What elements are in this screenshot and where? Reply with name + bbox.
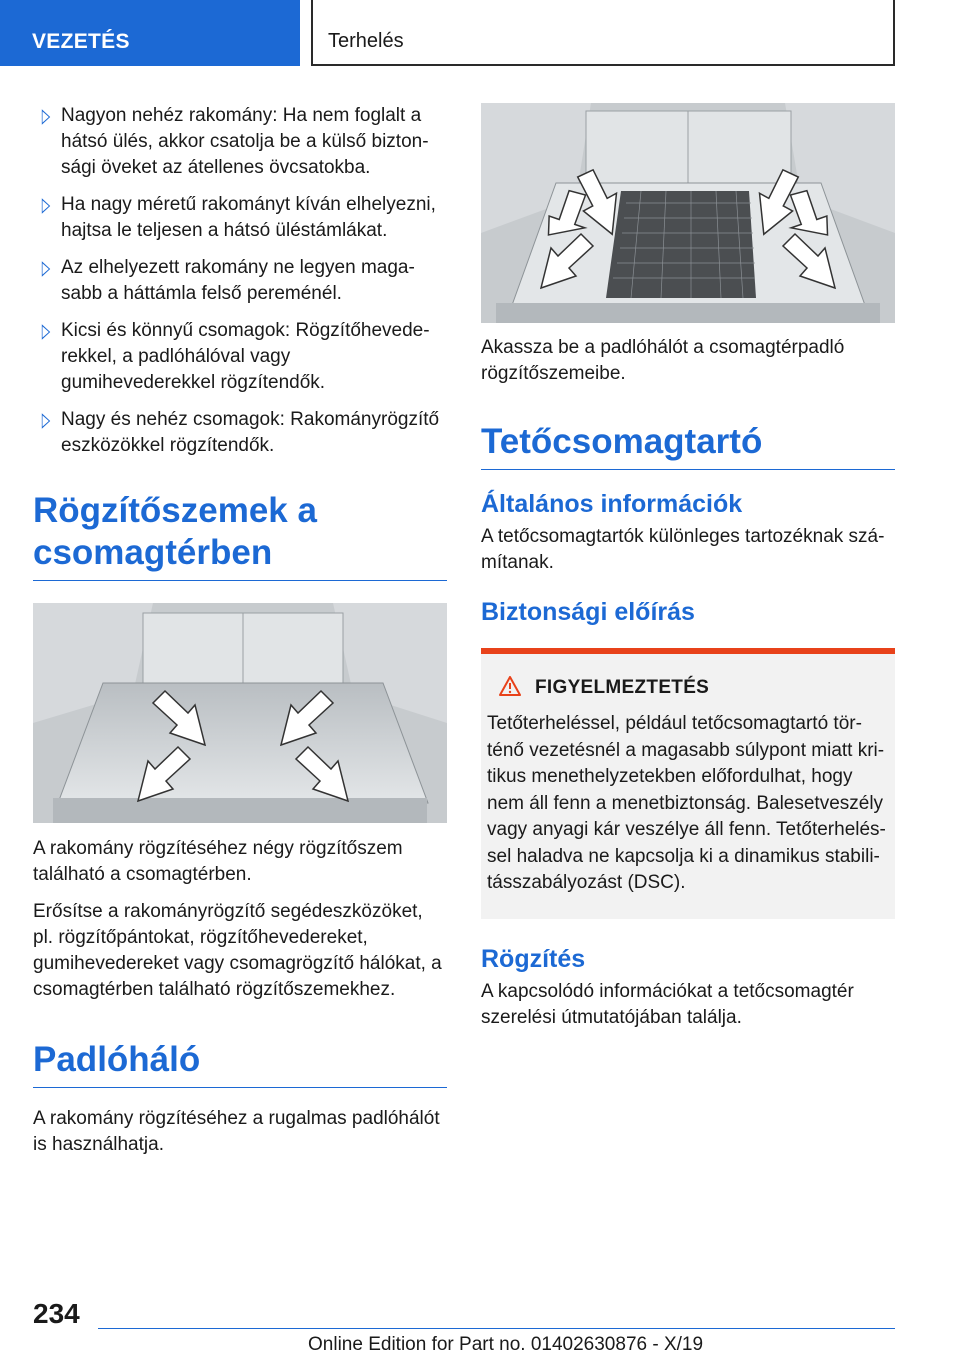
list-item [33, 192, 447, 244]
warning-triangle-icon [499, 676, 521, 703]
image2-caption: Akassza be a padlóhálót a csomagtérpadló rögzítőszemeibe. [481, 337, 845, 384]
list-item [33, 407, 447, 459]
right-column [481, 103, 895, 1031]
warning-title: FIGYELMEZTETÉS [535, 677, 710, 698]
section-title-tie-down-eyes: Rögzítőszemek a csomagtérben [33, 490, 447, 581]
tie-down-eyes-text: Erősítse a rakományrögzítő segédeszközöket, pl. rögzítőpántokat, rögzítőhevedereket, gumihevedereket vagy csomagrögzítő hálókat, a csomagtérben található rögzítőszemekhez. [33, 901, 442, 1000]
bullet-triangle-icon [42, 109, 50, 124]
cargo-area-illustration [33, 603, 447, 823]
list-item-text: Ha nagy méretű rakományt kíván elhelyezni, hajtsa le teljesen a hátsó üléstámlákat. [61, 194, 436, 241]
image1-caption: A rakomány rögzítéséhez négy rögzítőszem található a csomagtérben. [33, 838, 403, 885]
bullet-triangle-icon [42, 261, 50, 276]
list-item [33, 255, 447, 307]
list-item-text: Az elhelyezett rakomány ne legyen magasabb a háttámla felső pereménél. [61, 257, 415, 304]
subsection-title-safety: Biztonsági előírás [481, 598, 695, 626]
section-title-roof-rack: Tetőcsomagtartó [481, 421, 895, 470]
floor-net-illustration [481, 103, 895, 323]
header-section-label: VEZETÉS [0, 0, 300, 66]
floor-net-image [481, 103, 895, 323]
page-number: 234 [33, 1298, 80, 1329]
loading-bullet-list [33, 103, 447, 459]
floor-net-text: A rakomány rögzítéséhez a rugalmas padlóhálót is használhatja. [33, 1108, 440, 1155]
subsection-title-general: Általános információk [481, 490, 743, 518]
general-info-text: A tetőcsomagtartók különleges tartozéknak számítanak. [481, 526, 885, 573]
warning-box [481, 648, 895, 919]
bullet-triangle-icon [42, 198, 50, 213]
footer-divider [98, 1328, 895, 1329]
list-item-text: Nagyon nehéz rakomány: Ha nem foglalt a hátsó ülés, akkor csatolja be a külső biztonsági öveket az átellenes övcsatokba. [61, 105, 429, 178]
bullet-triangle-icon [42, 324, 50, 339]
warning-header [487, 676, 887, 703]
cargo-area-eyes-image [33, 603, 447, 823]
bullet-triangle-icon [42, 413, 50, 428]
list-item-text: Nagy és nehéz csomagok: Rakományrögzítő eszközökkel rögzítendők. [61, 409, 440, 456]
list-item [33, 103, 447, 181]
subsection-title-fixing: Rögzítés [481, 944, 586, 973]
footer-edition-text: Online Edition for Part no. 01402630876 - X/19 [308, 1334, 704, 1355]
left-column [33, 103, 447, 1158]
list-item [33, 318, 447, 396]
header-chapter-label: Terhelés [311, 0, 895, 66]
fixing-text: A kapcsolódó információkat a tetőcsomagtér szerelési útmutatójában találja. [481, 980, 854, 1028]
section-title-floor-net: Padlóháló [33, 1039, 447, 1088]
warning-text: Tetőterheléssel, például tetőcsomagtartó történő vezetésnél a magasabb súlypont miatt kritikus menethelyzetekben előfordulhat, hogy nem áll fenn a menetbiztonság. Balesetveszély vagy anyagi kár veszélye áll fenn. Tetőterheléssel haladva ne kapcsolja ki a dinamikus stabilitásszabályozást (DSC). [487, 713, 886, 893]
list-item-text: Kicsi és könnyű csomagok: Rögzítőhevederekkel, a padlóhálóval vagy gumihevederekkel rögzítendők. [61, 320, 430, 393]
